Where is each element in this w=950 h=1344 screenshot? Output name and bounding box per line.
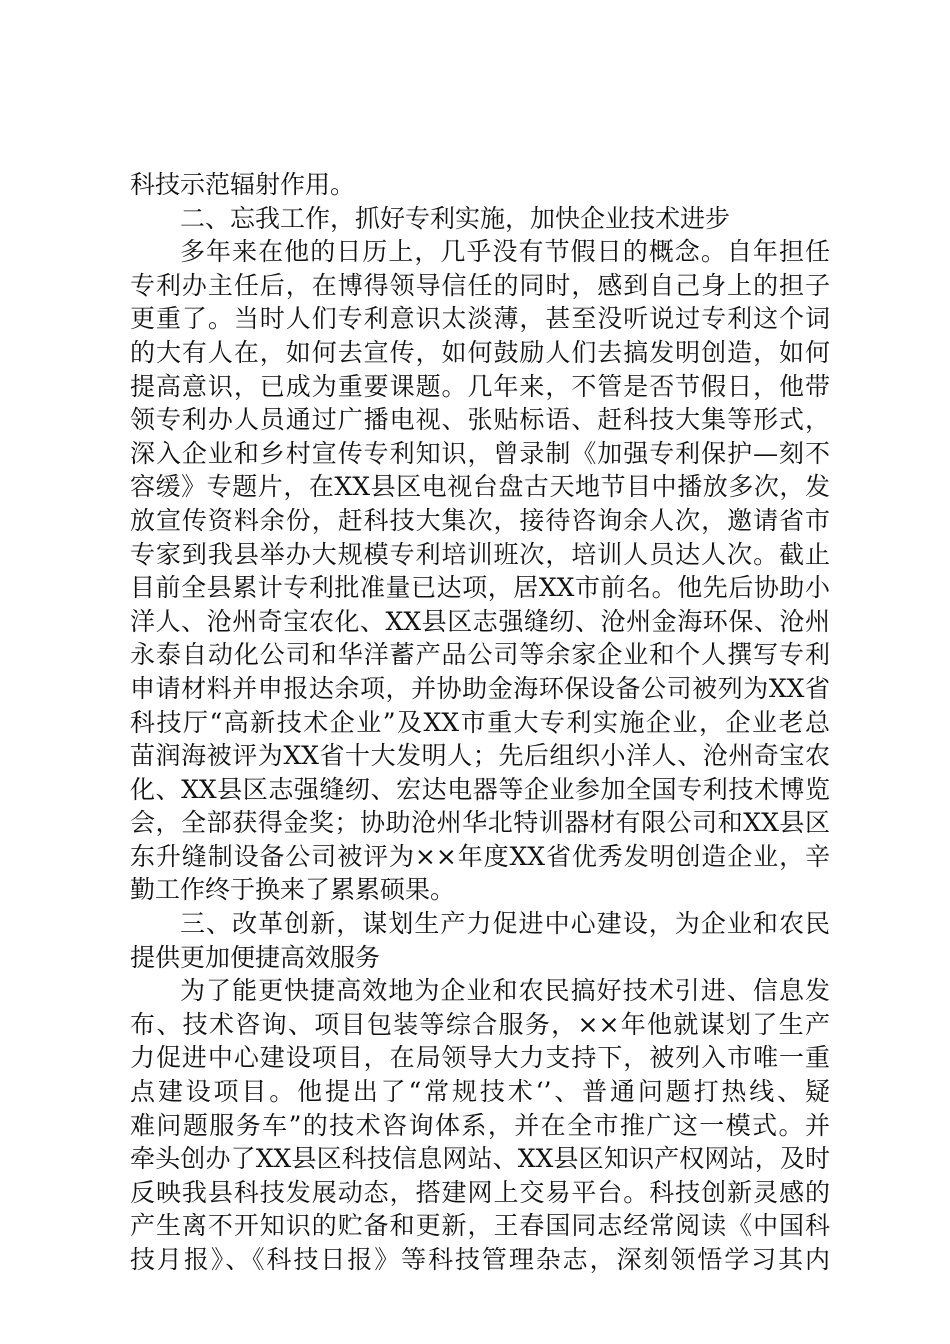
text-line: 专家到我县举办大规模专利培训班次，培训人员达人次。截止 <box>130 539 830 569</box>
text-line: 化、XX县区志强缝纫、宏达电器等企业参加全国专利技术博览 <box>130 774 830 804</box>
text-line: 力促进中心建设项目，在局领导大力支持下，被列入市唯一重 <box>130 1043 830 1073</box>
document-page <box>130 168 830 1277</box>
text-line: 难问题服务车”的技术咨询体系，并在全市推广这一模式。并 <box>130 1110 830 1140</box>
text-line: 深入企业和乡村宣传专利知识，曾录制《加强专利保护—刻不 <box>130 438 830 468</box>
text-line: 技月报》、《科技日报》等科技管理杂志，深刻领悟学习其内 <box>130 1245 830 1274</box>
text-line: 科技示范辐射作用。 <box>130 170 356 199</box>
text-line: 的大有人在，如何去宣传，如何鼓励人们去搞发明创造，如何 <box>130 337 830 367</box>
text-line: 目前全县累计专利批准量已达项，居XX市前名。他先后协助小 <box>130 573 830 603</box>
text-line: 牵头创办了XX县区科技信息网站、XX县区知识产权网站，及时 <box>130 1144 830 1174</box>
text-line: 东升缝制设备公司被评为××年度XX省优秀发明创造企业，辛 <box>130 841 830 871</box>
text-line: 领专利办人员通过广播电视、张贴标语、赶科技大集等形式， <box>130 405 830 435</box>
text-line: 放宣传资料余份，赶科技大集次，接待咨询余人次，邀请省市 <box>130 505 830 535</box>
text-line: 洋人、沧州奇宝农化、XX县区志强缝纫、沧州金海环保、沧州 <box>130 606 830 636</box>
text-line: 科技厅“高新技术企业”及XX市重大专利实施企业，企业老总 <box>130 707 830 737</box>
text-line: 多年来在他的日历上，几乎没有节假日的概念。自年担任 <box>180 237 830 267</box>
text-line: 提高意识，已成为重要课题。几年来，不管是否节假日，他带 <box>130 371 830 401</box>
text-line: 三、改革创新，谋划生产力促进中心建设，为企业和农民 <box>180 909 830 939</box>
text-line: 产生离不开知识的贮备和更新，王春国同志经常阅读《中国科 <box>130 1211 830 1241</box>
text-line: 更重了。当时人们专利意识太淡薄，甚至没听说过专利这个词 <box>130 304 830 334</box>
text-line: 反映我县科技发展动态，搭建网上交易平台。科技创新灵感的 <box>130 1177 830 1207</box>
text-line: 二、忘我工作，抓好专利实施，加快企业技术进步 <box>180 203 731 233</box>
text-line: 点建设项目。他提出了“常规技术‘’、普通问题打热线、疑 <box>130 1077 830 1107</box>
text-line: 专利办主任后，在博得领导信任的同时，感到自己身上的担子 <box>130 270 830 300</box>
text-line: 为了能更快捷高效地为企业和农民搞好技术引进、信息发 <box>180 976 830 1006</box>
text-line: 会，全部获得金奖；协助沧州华北特训器材有限公司和XX县区 <box>130 808 830 838</box>
text-line: 勤工作终于换来了累累硕果。 <box>130 875 456 905</box>
text-line: 提供更加便捷高效服务 <box>130 942 381 972</box>
text-line: 苗润海被评为XX省十大发明人；先后组织小洋人、沧州奇宝农 <box>130 741 830 771</box>
text-line: 永泰自动化公司和华洋蓄产品公司等余家企业和个人撰写专利 <box>130 640 830 670</box>
text-line: 容缓》专题片，在XX县区电视台盘古天地节目中播放多次，发 <box>130 472 830 502</box>
text-line: 申请材料并申报达余项，并协助金海环保设备公司被列为XX省 <box>130 673 830 703</box>
text-line: 布、技术咨询、项目包装等综合服务，××年他就谋划了生产 <box>130 1009 830 1039</box>
